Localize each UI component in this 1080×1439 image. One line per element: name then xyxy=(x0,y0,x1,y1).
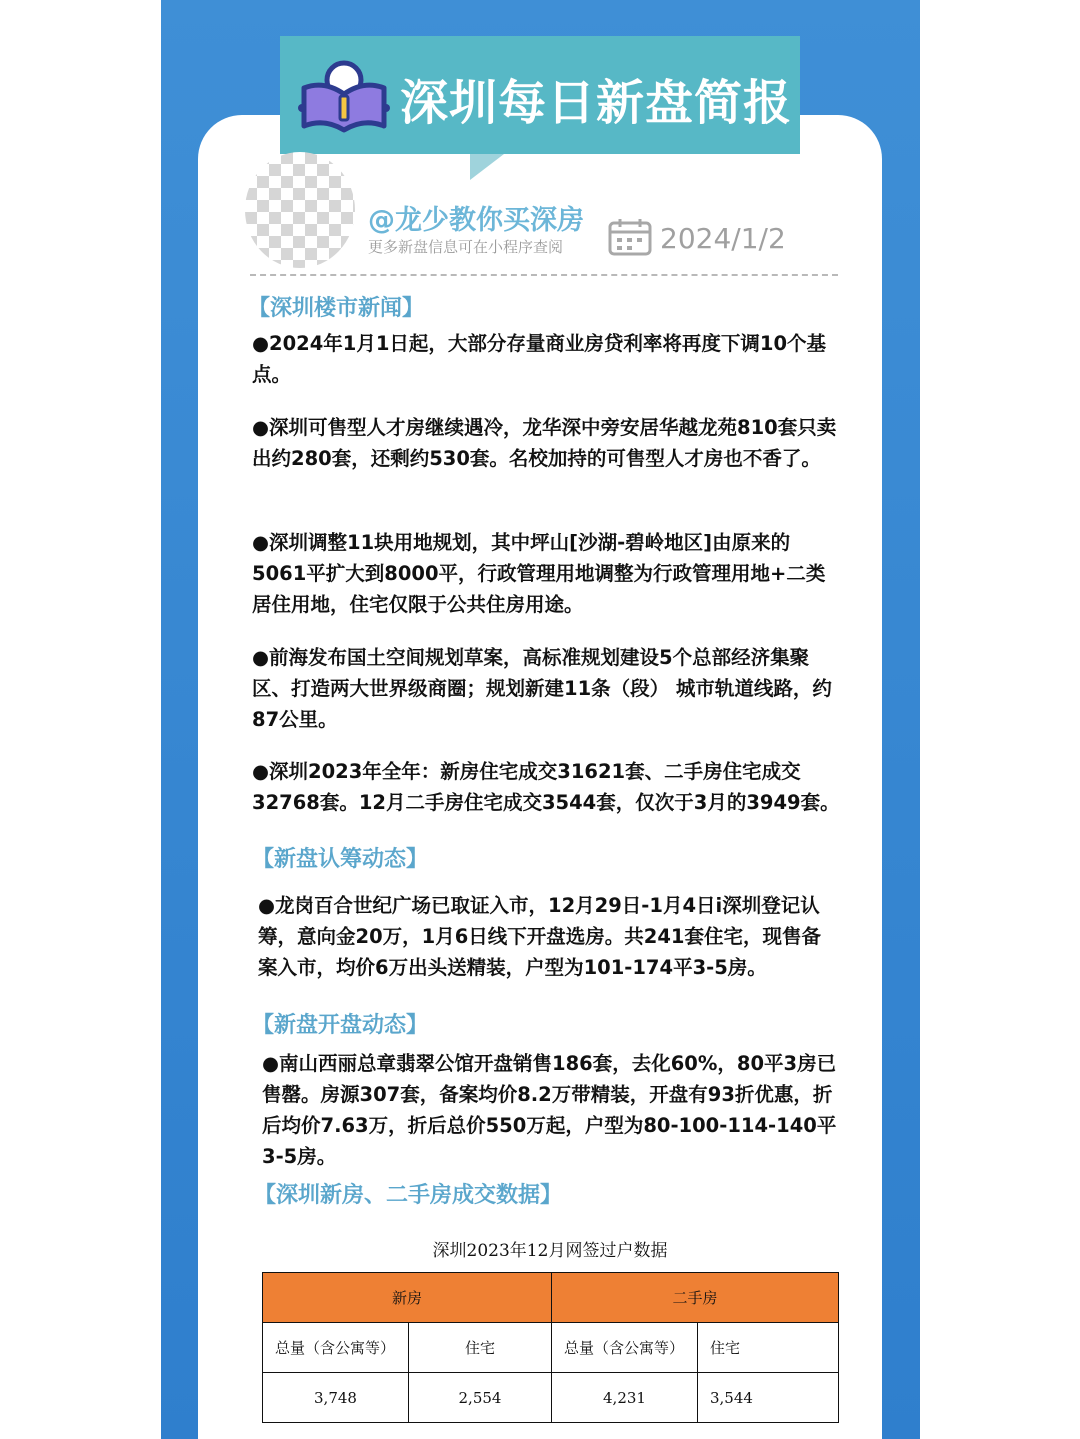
news-item: ●深圳可售型人才房继续遇冷，龙华深中旁安居华越龙苑810套只卖出约280套，还剩约530套。名校加持的可售型人才房也不香了。 xyxy=(252,416,837,470)
divider xyxy=(250,274,838,276)
table-row xyxy=(263,1373,839,1423)
subscription-item: ●龙岗百合世纪广场已取证入市，12月29日-1月4日i深圳登记认筹，意向金20万，1月6日线下开盘选房。共241套住宅，现售备案入市，均价6万出头送精装，户型为101-174平3-5房。 xyxy=(258,894,821,979)
section-title-subscription: 【新盘认筹动态】 xyxy=(252,847,429,872)
column-header: 住宅 xyxy=(698,1323,839,1373)
open-book-icon xyxy=(298,50,390,134)
section-title-deals: 【深圳新房、二手房成交数据】 xyxy=(254,1183,563,1208)
table-row xyxy=(263,1323,839,1373)
table-cell: 3,748 xyxy=(263,1373,409,1423)
table-header-row xyxy=(263,1273,839,1323)
deal-table xyxy=(262,1272,839,1423)
group-second-hand: 二手房 xyxy=(552,1273,839,1323)
column-header: 总量（含公寓等） xyxy=(263,1323,409,1373)
news-item: ●2024年1月1日起，大部分存量商业房贷利率将再度下调10个基点。 xyxy=(252,332,827,386)
page-margin-left xyxy=(0,0,161,1439)
page-margin-right xyxy=(920,0,1080,1439)
news-item: ●深圳调整11块用地规划，其中坪山[沙湖-碧岭地区]由原来的5061平扩大到8000平，行政管理用地调整为行政管理用地+二类居住用地，住宅仅限于公共住房用途。 xyxy=(252,531,826,616)
banner-fold xyxy=(470,154,504,180)
table-cell: 3,544 xyxy=(698,1373,839,1423)
page-title: 深圳每日新盘简报 xyxy=(400,75,793,131)
post-date: 2024/1/2 xyxy=(660,222,786,255)
news-item: ●前海发布国土空间规划草案，高标准规划建设5个总部经济集聚区、打造两大世界级商圈；规划新建11条（段） 城市轨道线路，约87公里。 xyxy=(252,646,832,731)
calendar-icon xyxy=(608,218,652,256)
section-title-news: 【深圳楼市新闻】 xyxy=(248,296,425,321)
table-caption: 深圳2023年12月网签过户数据 xyxy=(432,1241,668,1261)
opening-item: ●南山西丽总章翡翠公馆开盘销售186套，去化60%，80平3房已售罄。房源307套，备案均价8.2万带精装，开盘有93折优惠，折后均价7.63万，折后总价550万起，户型为80-100-114-140平3-5房。 xyxy=(262,1052,837,1168)
avatar xyxy=(245,152,355,268)
group-new-homes: 新房 xyxy=(263,1273,552,1323)
author-handle: @龙少教你买深房 xyxy=(368,205,584,236)
news-item: ●深圳2023年全年：新房住宅成交31621套、二手房住宅成交32768套。12月二手房住宅成交3544套，仅次于3月的3949套。 xyxy=(252,760,840,814)
author-subtitle: 更多新盘信息可在小程序查阅 xyxy=(368,238,564,256)
column-header: 总量（含公寓等） xyxy=(552,1323,698,1373)
column-header: 住宅 xyxy=(409,1323,552,1373)
table-cell: 2,554 xyxy=(409,1373,552,1423)
table-cell: 4,231 xyxy=(552,1373,698,1423)
section-title-opening: 【新盘开盘动态】 xyxy=(252,1013,429,1038)
